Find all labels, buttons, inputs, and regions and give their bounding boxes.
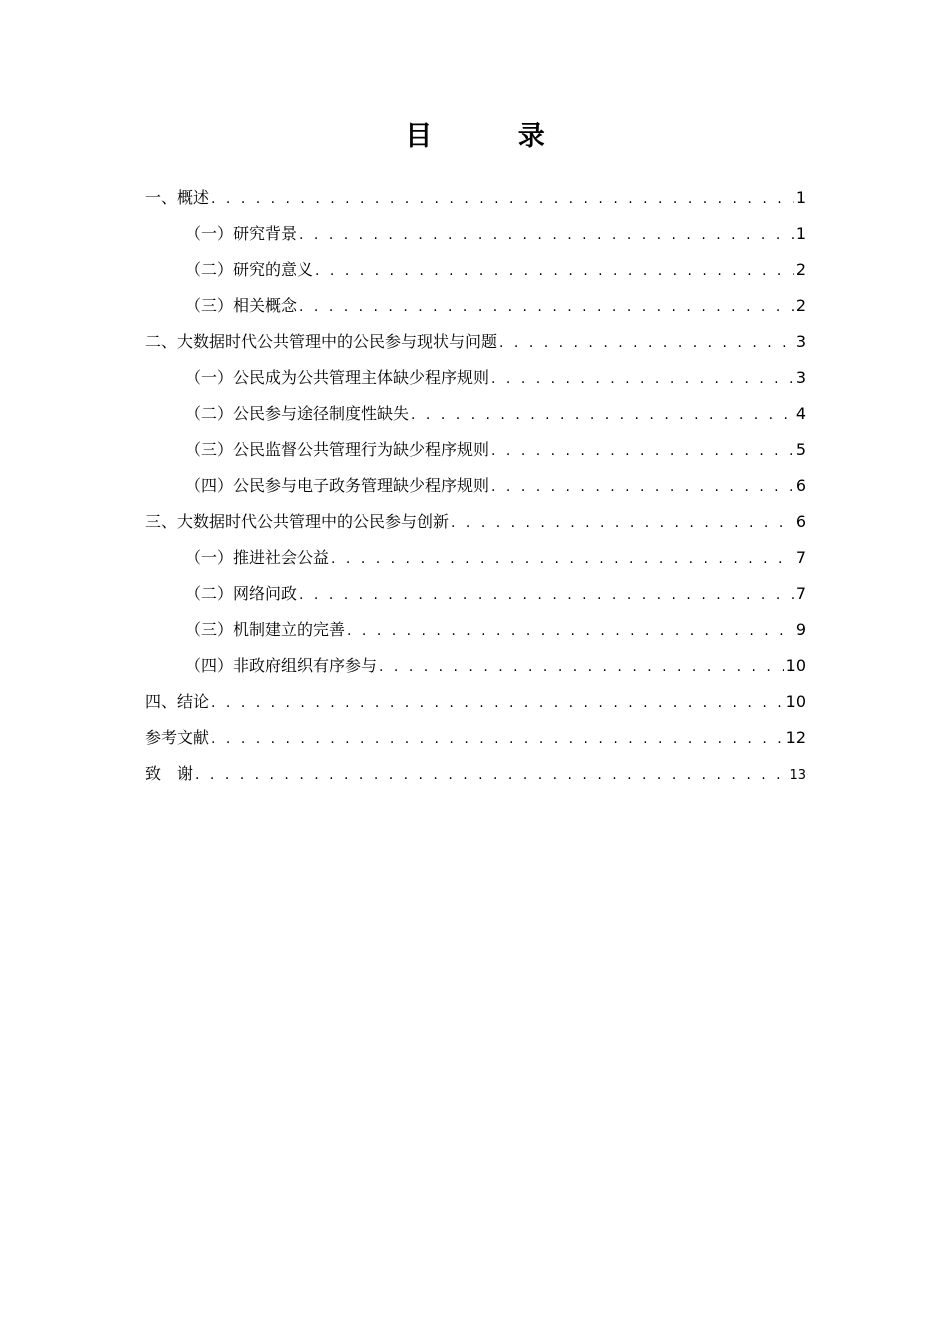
toc-dot-leader [491, 361, 794, 397]
toc-entry-label: （一）研究背景 [185, 224, 298, 243]
toc-entry[interactable] [145, 576, 806, 612]
toc-page-number: 2 [795, 296, 806, 315]
toc-page-number: 13 [789, 768, 806, 783]
toc-dot-leader [299, 289, 794, 325]
toc-dot-leader [331, 541, 794, 577]
toc-entry[interactable] [145, 612, 806, 648]
toc-page-number: 3 [795, 332, 806, 351]
toc-dot-leader [499, 325, 794, 361]
toc-entry[interactable] [145, 720, 806, 756]
toc-entry[interactable] [145, 396, 806, 432]
toc-dot-leader [195, 757, 787, 793]
toc-entry[interactable] [145, 432, 806, 468]
toc-dot-leader [451, 505, 794, 541]
toc-entry-label: 一、概述 [145, 188, 210, 207]
toc-page-number: 1 [795, 188, 806, 207]
toc-page-number: 3 [795, 368, 806, 387]
toc-dot-leader [491, 433, 794, 469]
toc-entry[interactable] [145, 756, 806, 792]
toc-entry[interactable] [145, 180, 806, 216]
toc-page-number: 5 [795, 440, 806, 459]
toc-page-number: 7 [795, 584, 806, 603]
toc-entry[interactable] [145, 468, 806, 504]
toc-dot-leader [315, 253, 794, 289]
toc-entry-label: （三）公民监督公共管理行为缺少程序规则 [185, 440, 490, 459]
toc-page-number: 4 [795, 404, 806, 423]
toc-entry[interactable] [145, 324, 806, 360]
toc-entry-label: 三、大数据时代公共管理中的公民参与创新 [145, 512, 450, 531]
toc-entry-label: 二、大数据时代公共管理中的公民参与现状与问题 [145, 332, 498, 351]
toc-entry-label: （三）相关概念 [185, 296, 298, 315]
toc-entry[interactable] [145, 216, 806, 252]
toc-page-number: 12 [785, 728, 806, 747]
toc-dot-leader [211, 721, 784, 757]
toc-entry[interactable] [145, 360, 806, 396]
toc-page-number: 9 [795, 620, 806, 639]
toc-dot-leader [299, 577, 794, 613]
toc-entry[interactable] [145, 288, 806, 324]
toc-page-number: 7 [795, 548, 806, 567]
toc-entry-label: 四、结论 [145, 692, 210, 711]
toc-entry-label: （一）推进社会公益 [185, 548, 330, 567]
toc-dot-leader [211, 685, 784, 721]
toc-entry-label: （三）机制建立的完善 [185, 620, 346, 639]
toc-entry-label: （二）研究的意义 [185, 260, 314, 279]
toc-dot-leader [379, 649, 784, 685]
toc-dot-leader [211, 181, 794, 217]
toc-entry[interactable] [145, 648, 806, 684]
toc-page-number: 10 [785, 656, 806, 675]
toc-dot-leader [299, 217, 794, 253]
toc-page-number: 2 [795, 260, 806, 279]
toc-entry-label: （一）公民成为公共管理主体缺少程序规则 [185, 368, 490, 387]
toc-dot-leader [411, 397, 794, 433]
toc-entry-label: 参考文献 [145, 728, 210, 747]
toc-entry[interactable] [145, 684, 806, 720]
toc-page-number: 6 [795, 476, 806, 495]
toc-dot-leader [491, 469, 794, 505]
toc-entry[interactable] [145, 504, 806, 540]
toc-page-number: 10 [785, 692, 806, 711]
toc-page-number: 1 [795, 224, 806, 243]
toc-entry-label: （二）公民参与途径制度性缺失 [185, 404, 410, 423]
toc-list [145, 180, 806, 792]
toc-page-number: 6 [795, 512, 806, 531]
toc-entry-label: （四）非政府组织有序参与 [185, 656, 378, 675]
toc-dot-leader [347, 613, 794, 649]
toc-entry-label: 致 谢 [145, 764, 194, 783]
toc-entry-label: （四）公民参与电子政务管理缺少程序规则 [185, 476, 490, 495]
toc-entry[interactable] [145, 540, 806, 576]
toc-entry[interactable] [145, 252, 806, 288]
toc-entry-label: （二）网络问政 [185, 584, 298, 603]
toc-title: 目 录 [405, 121, 583, 152]
